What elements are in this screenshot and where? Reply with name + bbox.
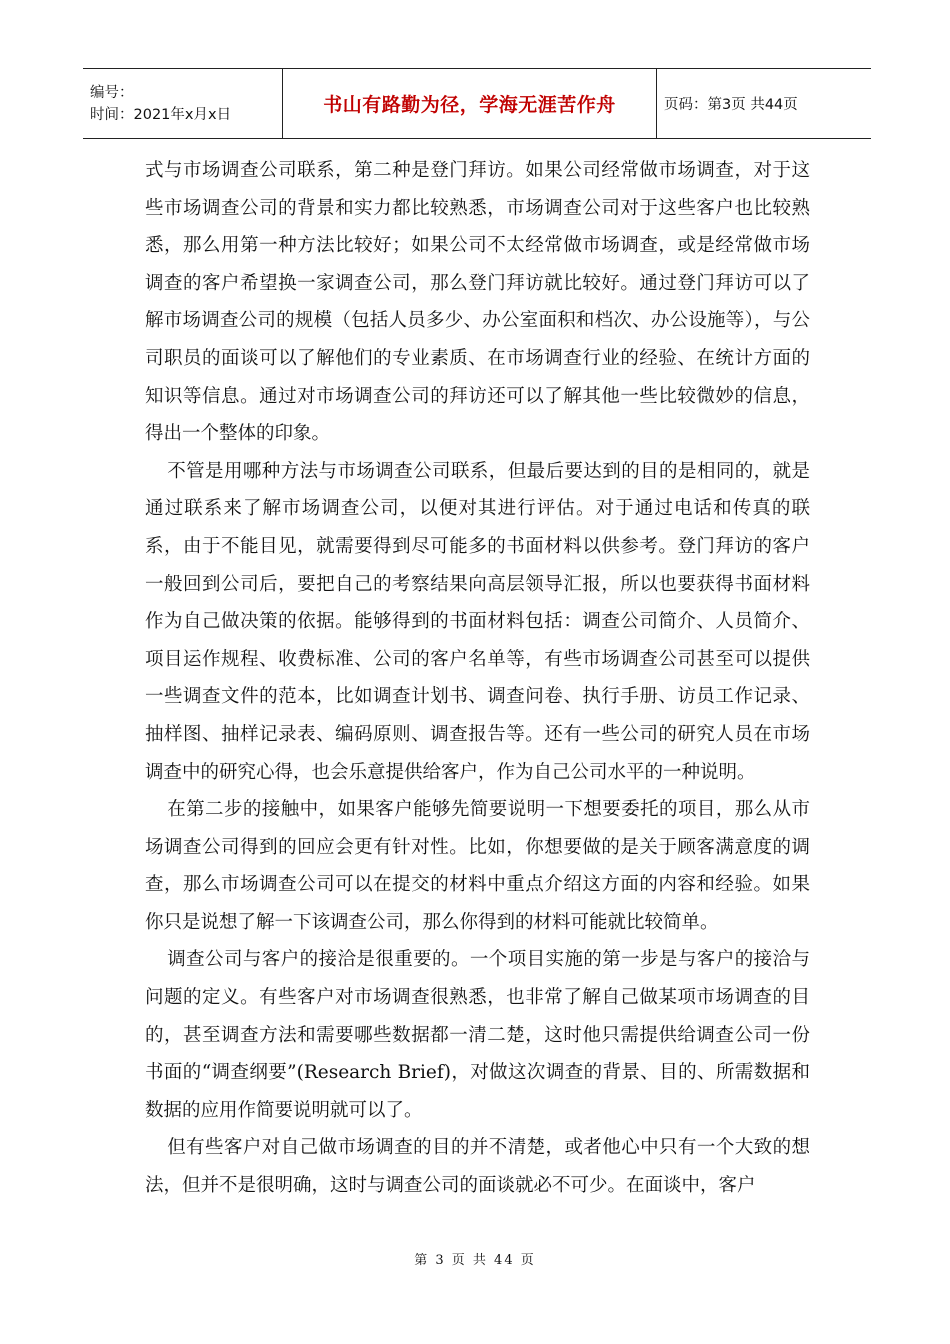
paragraph: 在第二步的接触中，如果客户能够先简要说明一下想要委托的项目，那么从市场调查公司得到的回应会更有针对性。比如，你想要做的是关于顾客满意度的调查，那么市场调查公司可以在提交的材料中重点介绍这方面的内容和经验。如果你只是说想了解一下该调查公司，那么你得到的材料可能就比较简单。 (145, 799, 810, 933)
paragraph: 但有些客户对自己做市场调查的目的并不清楚，或者他心中只有一个大致的想法，但并不是很明确，这时与调查公司的面谈就必不可少。在面谈中，客户 (145, 1137, 810, 1197)
document-date: 时间：2021年x月x日 (90, 106, 232, 123)
header-motto-cell (282, 69, 657, 138)
page-footer: 第 3 页 共 44 页 (414, 1253, 536, 1268)
header-motto: 书山有路勤为径，学海无涯苦作舟 (323, 94, 616, 116)
header-page-cell (657, 69, 871, 138)
header-meta (83, 69, 282, 138)
header-page-number: 页码：第3页 共44页 (664, 97, 798, 113)
document-header (83, 68, 871, 139)
document-number: 编号： (90, 84, 134, 101)
paragraph: 式与市场调查公司联系，第二种是登门拜访。如果公司经常做市场调查，对于这些市场调查公司的背景和实力都比较熟悉，市场调查公司对于这些客户也比较熟悉，那么用第一种方法比较好；如果公司不太经常做市场调查，或是经常做市场调查的客户希望换一家调查公司，那么登门拜访就比较好。通过登门拜访可以了解市场调查公司的规模（包括人员多少、办公室面积和档次、办公设施等），与公司职员的面谈可以了解他们的专业素质、在市场调查行业的经验、在统计方面的知识等信息。通过对市场调查公司的拜访还可以了解其他一些比较微妙的信息，得出一个整体的印象。 (145, 160, 810, 445)
document-body (145, 152, 810, 1205)
paragraph: 不管是用哪种方法与市场调查公司联系，但最后要达到的目的是相同的，就是通过联系来了解市场调查公司，以便对其进行评估。对于通过电话和传真的联系，由于不能目见，就需要得到尽可能多的书面材料以供参考。登门拜访的客户一般回到公司后，要把自己的考察结果向高层领导汇报，所以也要获得书面材料作为自己做决策的依据。能够得到的书面材料包括：调查公司简介、人员简介、项目运作规程、收费标准、公司的客户名单等，有些市场调查公司甚至可以提供一些调查文件的范本，比如调查计划书、调查问卷、执行手册、访员工作记录、抽样图、抽样记录表、编码原则、调查报告等。还有一些公司的研究人员在市场调查中的研究心得，也会乐意提供给客户，作为自己公司水平的一种说明。 (145, 460, 810, 783)
paragraph: 调查公司与客户的接洽是很重要的。一个项目实施的第一步是与客户的接洽与问题的定义。有些客户对市场调查很熟悉，也非常了解自己做某项市场调查的目的，甚至调查方法和需要哪些数据都一清二楚，这时他只需提供给调查公司一份书面的“调查纲要”(Research Brief)，对做这次调查的背景、目的、所需数据和数据的应用作简要说明就可以了。 (145, 949, 810, 1121)
